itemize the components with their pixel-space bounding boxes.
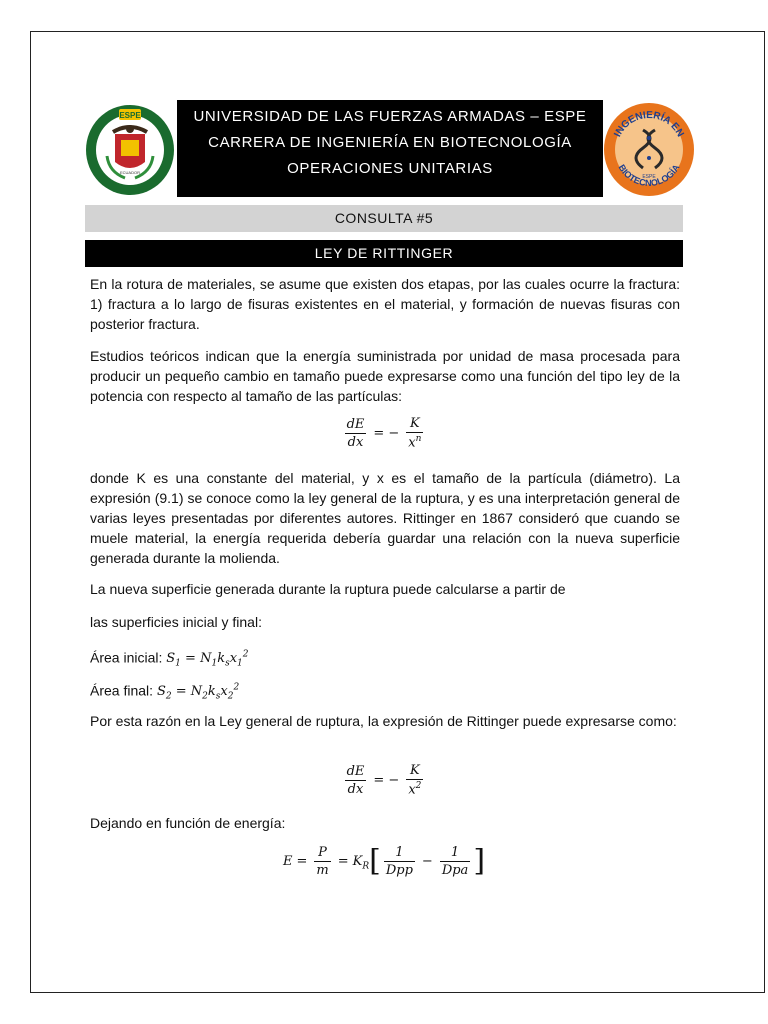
svg-text:BIOTECNOLOGÍA: BIOTECNOLOGÍA: [616, 162, 682, 189]
header-block: [177, 100, 603, 197]
biotecnologia-logo: [603, 102, 695, 197]
paragraph-theory: Estudios teóricos indican que la energía suministrada por unidad de masa procesada para producir un pequeño cambio en tamaño puede expresarse como una función del tipo ley de la potencia con respecto al tamaño de las partículas:: [90, 348, 680, 404]
consulta-title-bar: CONSULTA #5: [85, 205, 683, 232]
paragraph-rittinger-context: donde K es una constante del material, y x es el tamaño de la partícula (diámetro). La expresión (9.1) se conoce como la ley general de la ruptura, y es una interpretación general de varias leyes presentadas por diferentes autores. Rittinger en 1867 consideró que cuando se muele material, la energía requerida debería guardar una relación con la nueva superficie generada durante la molienda.: [90, 470, 680, 566]
area-final-line: Área final: $S_2 = N_2k_sx_2^2$: [90, 682, 240, 702]
svg-text:ESPE: ESPE: [642, 174, 656, 180]
header-university: UNIVERSIDAD DE LAS FUERZAS ARMADAS – ESPE: [193, 108, 587, 125]
biotechnology-logo-icon: [603, 102, 695, 197]
header-course: OPERACIONES UNITARIAS: [287, 160, 493, 177]
svg-text:INGENIERÍA EN: INGENIERÍA EN: [612, 109, 686, 139]
ley-title-bar: LEY DE RITTINGER: [85, 240, 683, 267]
formula-rittinger: $\frac{dE}{dx}$ = − $\frac{K}{x^2}$: [346, 763, 422, 798]
paragraph-new-surface: La nueva superficie generada durante la ruptura puede calcularse a partir de: [90, 581, 566, 597]
university-seal-icon: [85, 104, 175, 196]
paragraph-intro: En la rotura de materiales, se asume que existen dos etapas, por las cuales ocurre la fractura: 1) fractura a lo largo de fisuras existentes en el material, y formación de nuevas fisuras con posterior fractura.: [90, 276, 680, 332]
espe-seal-logo: [85, 104, 175, 196]
header-career: CARRERA DE INGENIERÍA EN BIOTECNOLOGÍA: [208, 134, 572, 151]
svg-text:ECUADOR: ECUADOR: [119, 170, 141, 175]
svg-text:ESPE: ESPE: [119, 111, 141, 120]
paragraph-rittinger-expression: Por esta razón en la Ley general de ruptura, la expresión de Rittinger puede expresarse como:: [90, 713, 677, 729]
area-inicial-line: Área inicial: $S_1 = N_1k_sx_1^2$: [90, 649, 249, 669]
formula-energy: E = $\frac{P}{m}$ = $K_R$[ $\frac{1}{\text{Dpp}}$ − $\frac{1}{\text{Dpa}}$ ]: [282, 843, 486, 879]
formula-general-ruptura: $\frac{dE}{dx}$ = − $\frac{K}{x^n}$: [346, 416, 422, 451]
paragraph-energy: Dejando en función de energía:: [90, 815, 286, 831]
paragraph-surfaces: las superficies inicial y final:: [90, 614, 262, 630]
